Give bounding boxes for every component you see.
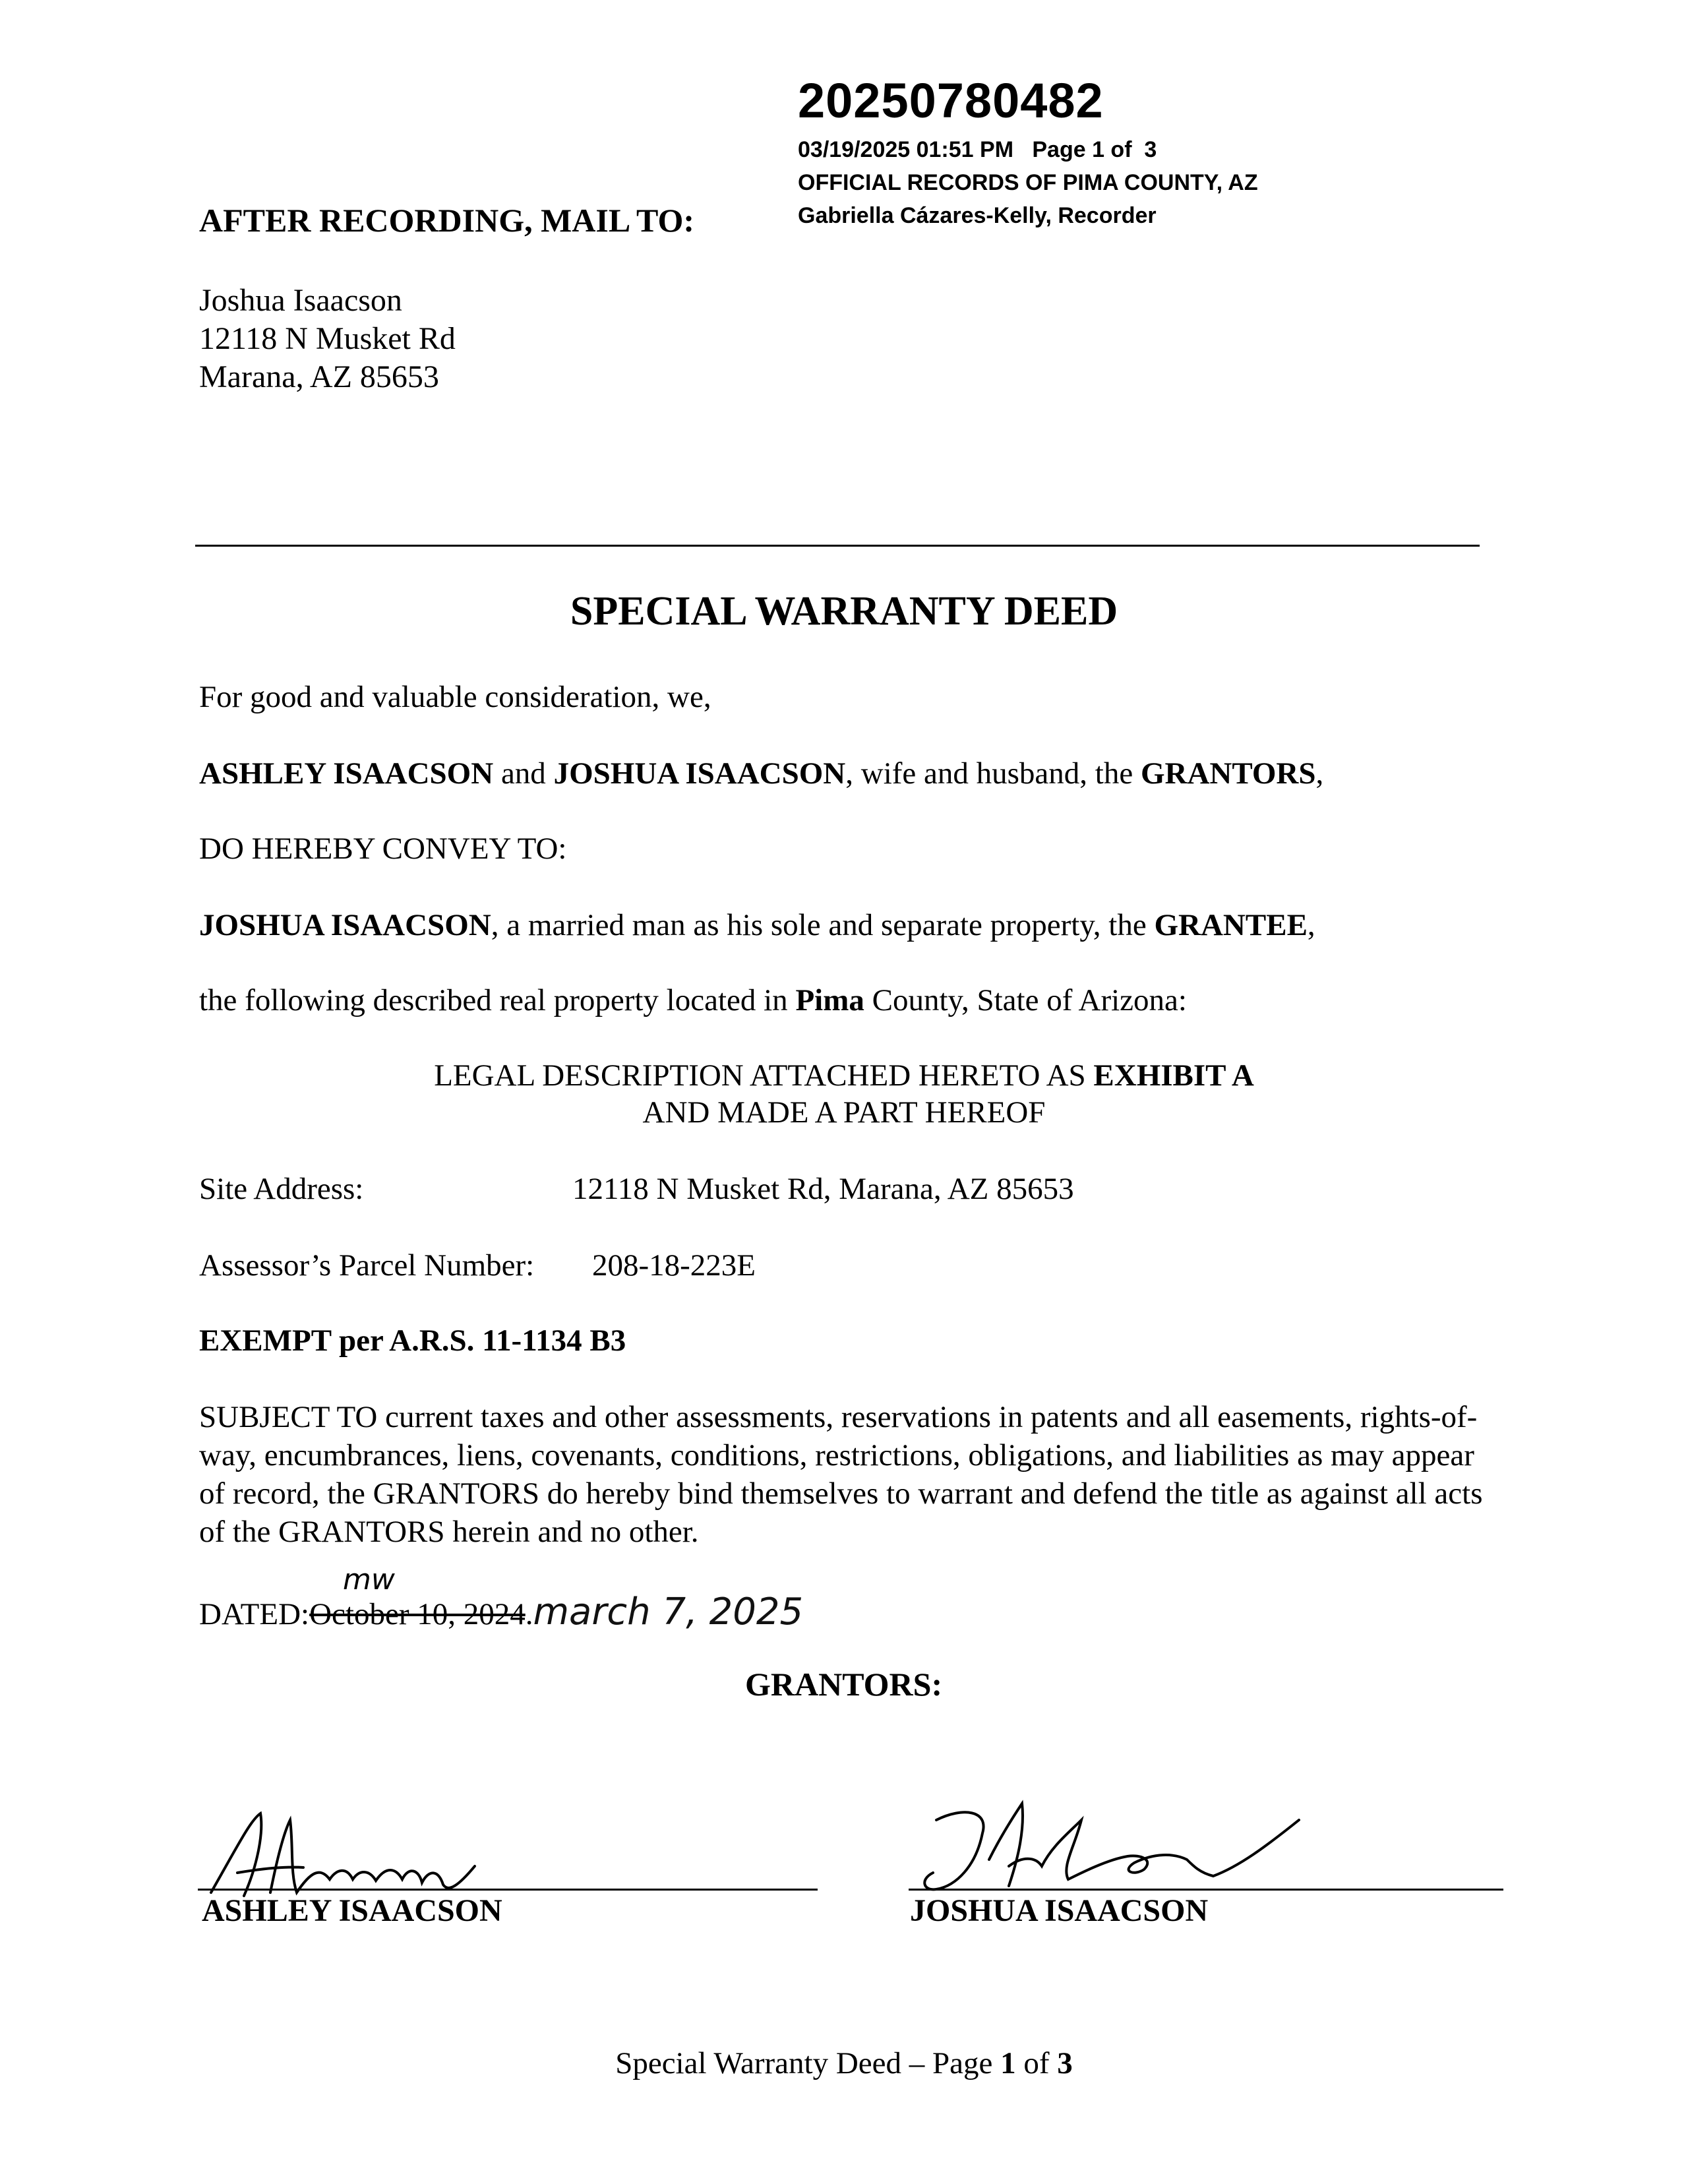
footer-total: 3 <box>1057 2046 1073 2080</box>
site-address-label: Site Address: <box>199 1172 364 1206</box>
legal-exhibit: EXHIBIT A <box>1093 1058 1254 1093</box>
footer-of: of <box>1015 2046 1058 2080</box>
parcel-number-label: Assessor’s Parcel Number: <box>199 1248 535 1283</box>
grantee-name: JOSHUA ISAACSON <box>199 908 491 942</box>
property-county: Pima <box>795 983 864 1017</box>
recording-datetime-page: 03/19/2025 01:51 PM Page 1 of 3 <box>798 137 1157 162</box>
grantee-role: GRANTEE <box>1154 908 1308 942</box>
convey-text: DO HEREBY CONVEY TO: <box>199 832 567 866</box>
legal-prefix: LEGAL DESCRIPTION ATTACHED HERETO AS <box>434 1058 1094 1093</box>
property-prefix: the following described real property located in <box>199 983 796 1017</box>
page-footer <box>0 2046 1688 2081</box>
grantor-name-1: ASHLEY ISAACSON <box>199 756 494 791</box>
signer-name-joshua: JOSHUA ISAACSON <box>910 1893 1209 1928</box>
footer-page: 1 <box>1000 2046 1016 2080</box>
mail-to-street: 12118 N Musket Rd <box>199 321 456 356</box>
struck-date: October 10, 2024 <box>309 1597 526 1631</box>
grantor-name-2: JOSHUA ISAACSON <box>553 756 846 791</box>
dated-line <box>199 1591 803 1633</box>
dated-period: . <box>525 1597 533 1631</box>
property-statement <box>199 983 1187 1018</box>
recorder-name: Gabriella Cázares-Kelly, Recorder <box>798 203 1157 228</box>
document-title: SPECIAL WARRANTY DEED <box>570 589 1118 634</box>
exempt-statement: EXEMPT per A.R.S. 11-1134 B3 <box>199 1323 626 1358</box>
recording-number: 20250780482 <box>798 73 1104 128</box>
footer-prefix: Special Warranty Deed – Page <box>615 2046 1001 2080</box>
property-suffix: County, State of Arizona: <box>864 983 1187 1017</box>
handwritten-date: march 7, 2025 <box>533 1591 804 1633</box>
grantee-statement <box>199 907 1315 943</box>
site-address-value: 12118 N Musket Rd, Marana, AZ 85653 <box>572 1172 1074 1206</box>
signature-line-ashley <box>198 1889 818 1891</box>
legal-description-line-1 <box>0 1058 1688 1093</box>
grantee-desc: , a married man as his sole and separate property, the <box>491 908 1155 942</box>
recording-office: OFFICIAL RECORDS OF PIMA COUNTY, AZ <box>798 170 1258 195</box>
dated-label: DATED: <box>199 1597 310 1631</box>
legal-description-line-2: AND MADE A PART HEREOF <box>642 1095 1046 1130</box>
subject-to-paragraph: SUBJECT TO current taxes and other assessments, reservations in patents and all easements, rights-of-way, encumbrances, liens, covenants, conditions, restrictions, obligations, and liabilities as may appear of record, the GRANTORS do hereby bind themselves to warrant and defend the title as against all acts of the GRANTORS herein and no other. <box>199 1400 1483 1549</box>
grantors-end: , <box>1315 756 1324 791</box>
handwritten-initials: mw <box>343 1563 395 1596</box>
mail-to-heading: AFTER RECORDING, MAIL TO: <box>199 202 695 239</box>
signer-name-ashley: ASHLEY ISAACSON <box>202 1893 502 1928</box>
signature-ashley <box>198 1807 501 1906</box>
mail-to-city: Marana, AZ 85653 <box>199 359 439 394</box>
grantors-heading: GRANTORS: <box>745 1666 943 1703</box>
consideration-text: For good and valuable consideration, we, <box>199 680 711 714</box>
grantor-relation: , wife and husband, the <box>845 756 1141 791</box>
grantors-statement <box>199 756 1323 791</box>
parcel-number-value: 208-18-223E <box>592 1248 756 1283</box>
header-divider <box>195 545 1480 547</box>
grantor-and: and <box>493 756 554 791</box>
grantee-end: , <box>1307 908 1315 942</box>
signature-line-joshua <box>909 1889 1503 1891</box>
grantors-role: GRANTORS <box>1140 756 1316 791</box>
mail-to-name: Joshua Isaacson <box>199 283 402 318</box>
